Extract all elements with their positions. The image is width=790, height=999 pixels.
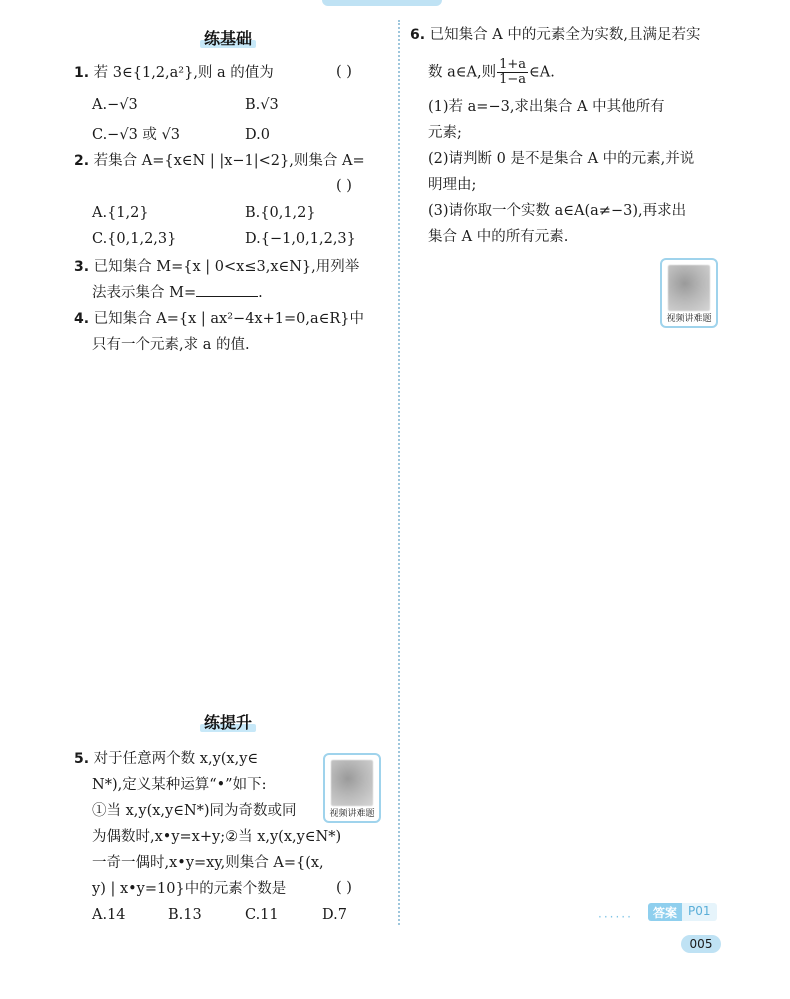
fraction-denominator: 1−a bbox=[499, 72, 526, 87]
option-a: A.14 bbox=[92, 907, 126, 923]
question-6-line2 bbox=[428, 58, 555, 87]
question-5-line3: ①当 x,y(x,y∈N*)同为奇数或同 bbox=[92, 803, 297, 819]
answer-leader-dots: ······ bbox=[598, 910, 633, 924]
question-text: 法表示集合 M= bbox=[92, 285, 197, 301]
question-1 bbox=[74, 62, 274, 84]
option-b: B.{0,1,2} bbox=[245, 205, 316, 221]
question-5 bbox=[74, 748, 258, 770]
question-stem: 已知集合 A 中的元素全为实数,且满足若实 bbox=[429, 27, 701, 43]
fraction-numerator: 1+a bbox=[499, 57, 526, 72]
question-3-line2 bbox=[92, 282, 263, 304]
option-c: C.−√3 或 √3 bbox=[92, 127, 180, 143]
question-number: 4. bbox=[74, 311, 90, 327]
question-3 bbox=[74, 256, 359, 278]
question-text: . bbox=[258, 285, 263, 301]
answer-label: 答案 bbox=[648, 903, 682, 921]
question-5-line4: 为偶数时,x•y=x+y;②当 x,y(x,y∈N*) bbox=[92, 829, 342, 845]
video-qr-code[interactable] bbox=[660, 258, 718, 328]
question-6-part1-cont: 元素; bbox=[428, 125, 462, 141]
option-a: A.{1,2} bbox=[92, 205, 149, 221]
question-text: ∈A. bbox=[529, 64, 555, 81]
question-6 bbox=[410, 24, 700, 46]
video-qr-code[interactable] bbox=[323, 753, 381, 823]
question-stem: 对于任意两个数 x,y(x,y∈ bbox=[93, 751, 259, 767]
question-stem: 若 3∈{1,2,a²},则 a 的值为 bbox=[93, 65, 274, 81]
section-title-advanced: 练提升 bbox=[200, 710, 256, 733]
question-number: 5. bbox=[74, 751, 90, 767]
option-b: B.13 bbox=[168, 907, 202, 923]
top-decoration bbox=[322, 0, 442, 6]
fill-blank bbox=[196, 282, 258, 297]
option-c: C.{0,1,2,3} bbox=[92, 231, 177, 247]
answer-reference[interactable] bbox=[648, 903, 717, 921]
question-6-part1: (1)若 a=−3,求出集合 A 中其他所有 bbox=[428, 99, 665, 115]
answer-parentheses: ( ) bbox=[336, 880, 352, 896]
question-text: 数 a∈A,则 bbox=[428, 64, 497, 81]
option-d: D.7 bbox=[322, 907, 347, 923]
qr-code-image bbox=[668, 265, 710, 311]
answer-parentheses: ( ) bbox=[336, 64, 352, 80]
question-stem: 若集合 A={x∈N | |x−1|<2},则集合 A= bbox=[93, 153, 365, 169]
question-5-line6: y) | x•y=10}中的元素个数是 bbox=[92, 881, 287, 897]
question-number: 3. bbox=[74, 259, 90, 275]
qr-caption: 视频讲难题 bbox=[666, 314, 712, 324]
question-6-part2: (2)请判断 0 是不是集合 A 中的元素,并说 bbox=[428, 151, 695, 167]
question-5-line5: 一奇一偶时,x•y=xy,则集合 A={(x, bbox=[92, 855, 324, 871]
question-2 bbox=[74, 150, 365, 172]
question-4 bbox=[74, 308, 364, 330]
question-stem: 已知集合 A={x | ax²−4x+1=0,a∈R}中 bbox=[93, 311, 364, 327]
question-5-line2: N*),定义某种运算“•”如下: bbox=[92, 777, 267, 793]
page-number: 005 bbox=[681, 935, 721, 953]
qr-code-image bbox=[331, 760, 373, 806]
option-d: D.{−1,0,1,2,3} bbox=[245, 231, 356, 247]
answer-parentheses: ( ) bbox=[336, 178, 352, 194]
option-b: B.√3 bbox=[245, 97, 279, 113]
question-number: 2. bbox=[74, 153, 90, 169]
fraction bbox=[497, 58, 528, 87]
question-6-part3-cont: 集合 A 中的所有元素. bbox=[428, 229, 569, 245]
question-number: 1. bbox=[74, 65, 90, 81]
question-4-line2: 只有一个元素,求 a 的值. bbox=[92, 337, 250, 353]
column-divider bbox=[398, 20, 400, 925]
option-a: A.−√3 bbox=[92, 97, 138, 113]
answer-page: P01 bbox=[682, 903, 717, 921]
section-title-basic: 练基础 bbox=[200, 26, 256, 49]
question-6-part2-cont: 明理由; bbox=[428, 177, 477, 193]
option-d: D.0 bbox=[245, 127, 270, 143]
option-c: C.11 bbox=[245, 907, 279, 923]
question-number: 6. bbox=[410, 27, 426, 43]
question-6-part3: (3)请你取一个实数 a∈A(a≠−3),再求出 bbox=[428, 203, 687, 219]
qr-caption: 视频讲难题 bbox=[329, 809, 375, 819]
question-stem: 已知集合 M={x | 0<x≤3,x∈N},用列举 bbox=[93, 259, 360, 275]
